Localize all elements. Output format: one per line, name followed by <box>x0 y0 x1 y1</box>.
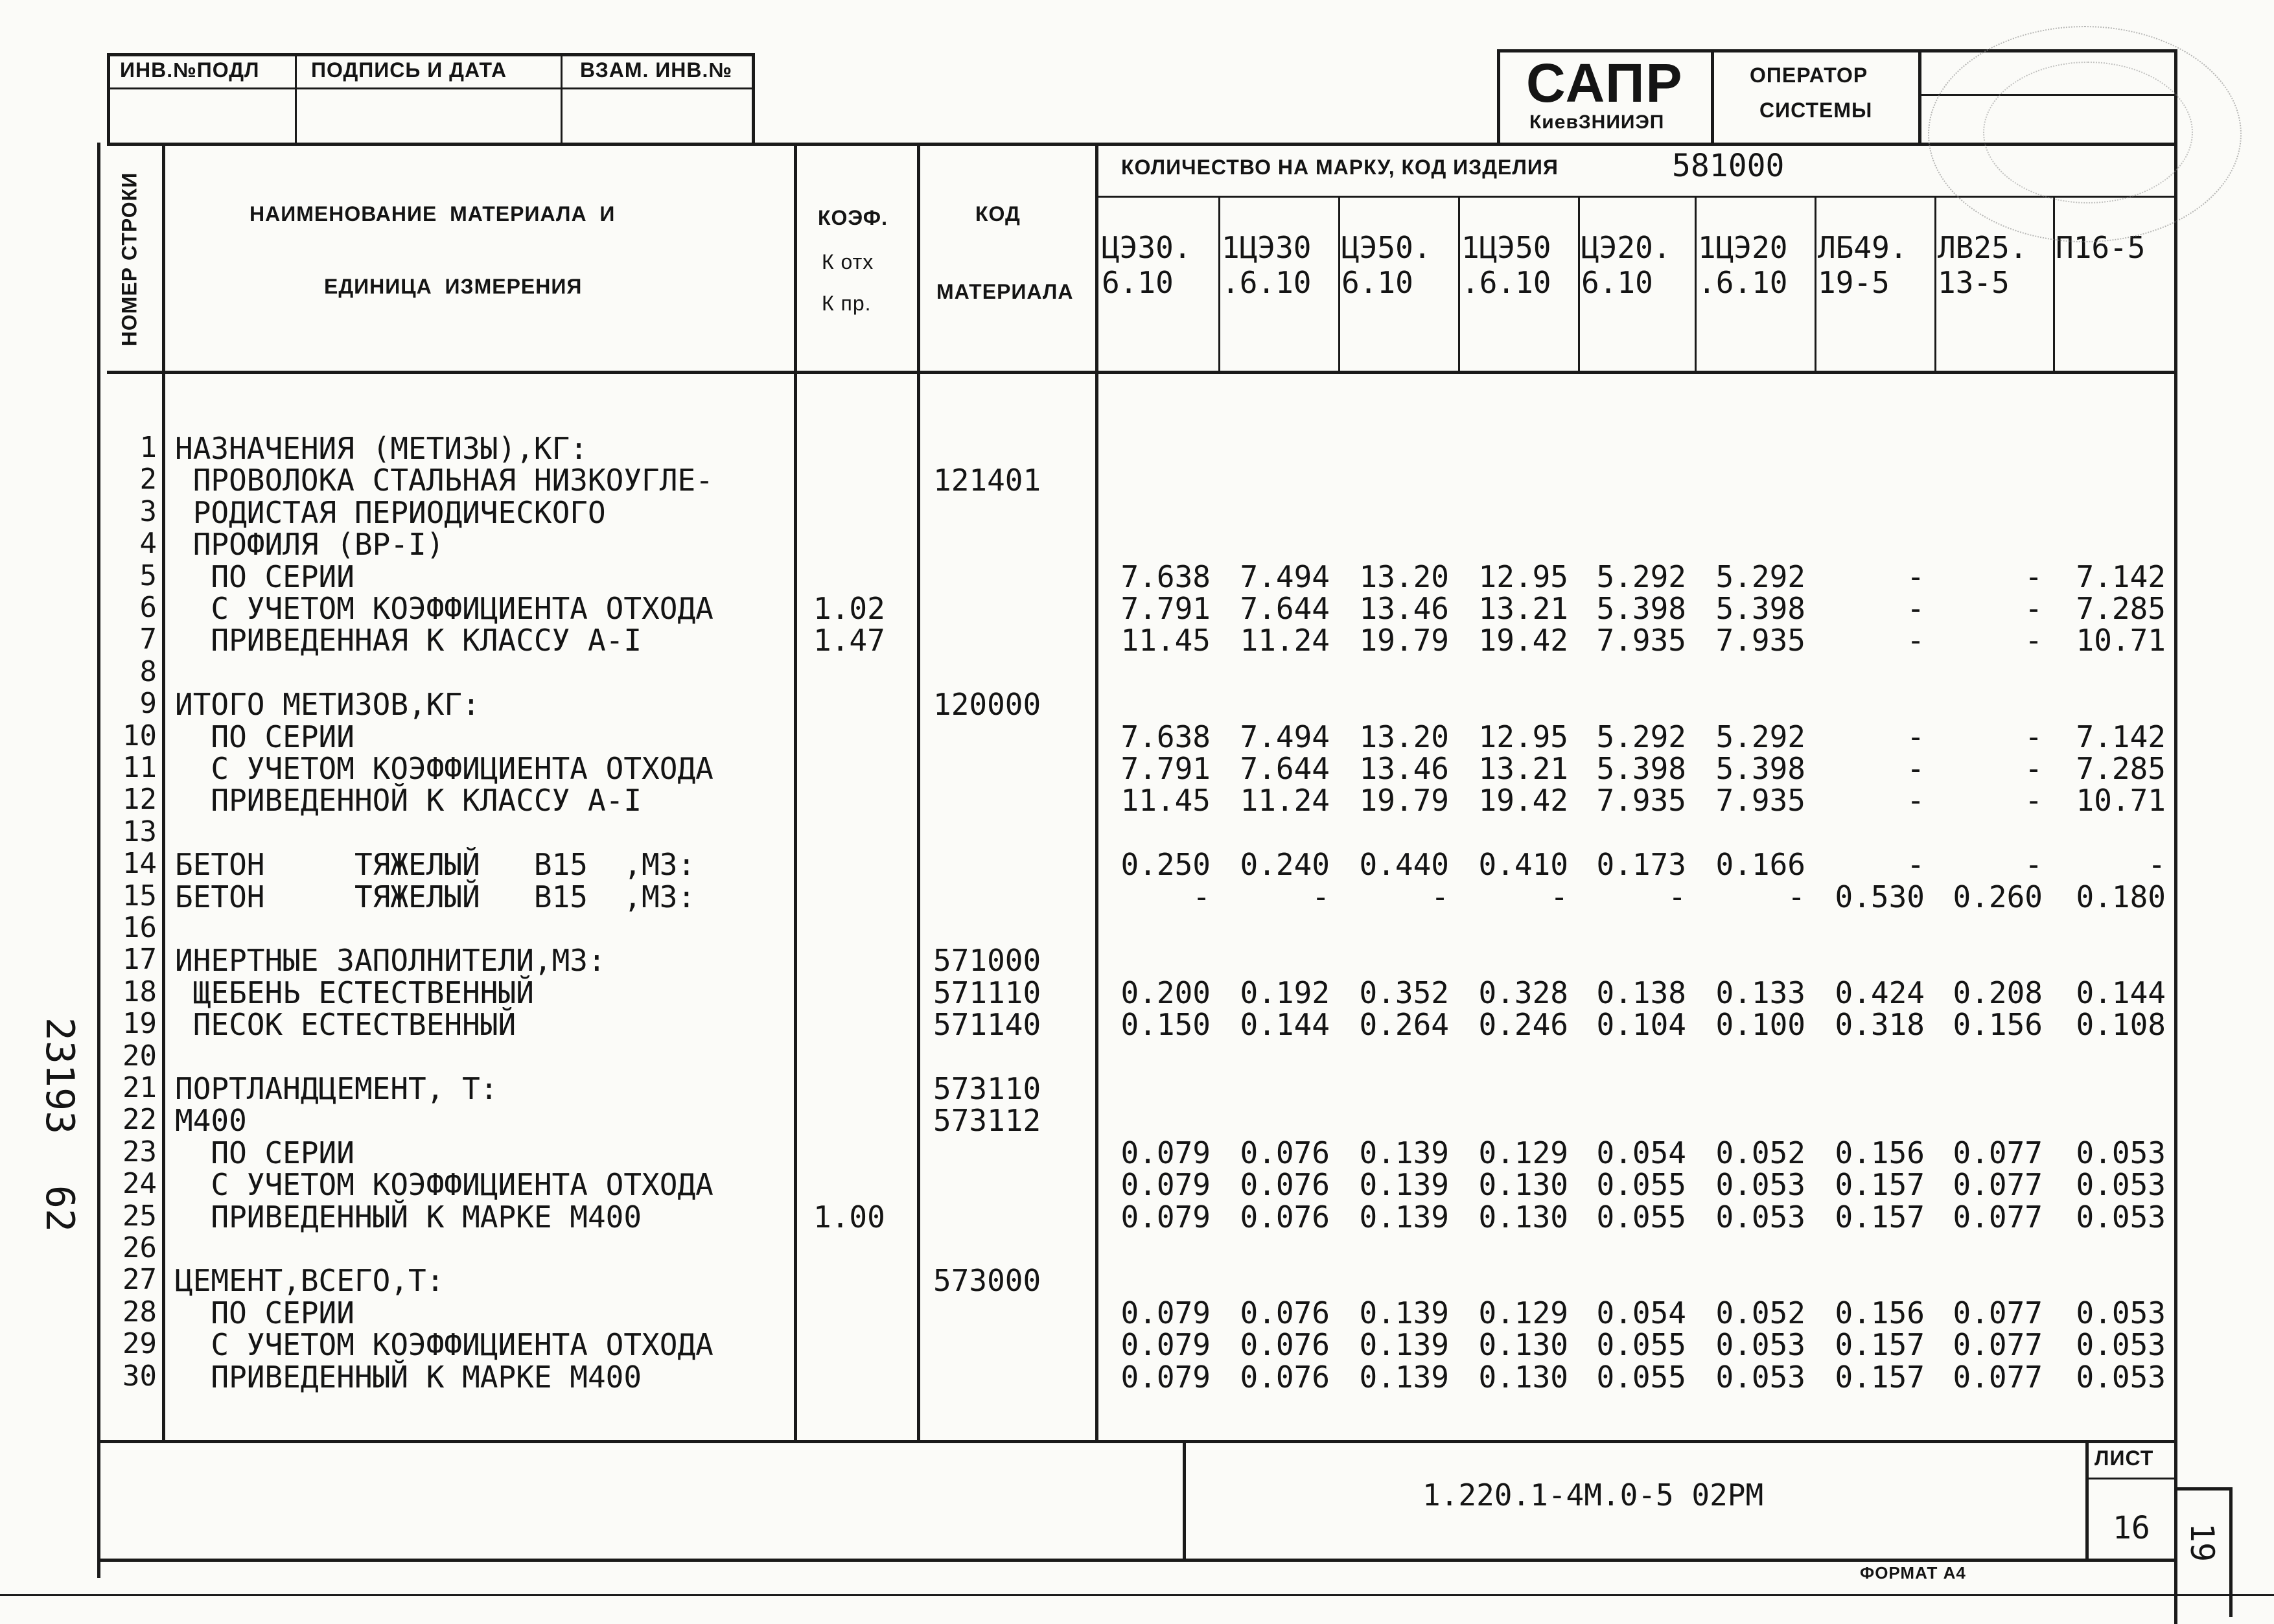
row-quantity-cell: 13.21 <box>1478 751 1568 786</box>
row-quantity-cell: 7.935 <box>1715 623 1805 658</box>
row-quantity-cell: 5.292 <box>1715 719 1805 754</box>
row-number: 15 <box>122 879 157 912</box>
row-material-name: ПО СЕРИИ <box>175 719 354 754</box>
row-quantity-cell: 7.791 <box>1120 751 1211 786</box>
row-quantity-cell: - <box>1907 783 1925 818</box>
row-quantity-cell: 13.46 <box>1359 751 1449 786</box>
row-quantity-cell: 0.077 <box>1953 1135 2043 1170</box>
row-quantity-cell: 0.139 <box>1359 1199 1449 1235</box>
row-quantity-cell: 7.935 <box>1596 623 1686 658</box>
row-material-code: 571000 <box>933 943 1041 979</box>
document-code: 1.220.1-4М.0-5 02РМ <box>1422 1478 1764 1513</box>
row-quantity-cell: 11.24 <box>1240 783 1330 818</box>
row-quantity-cell: 0.240 <box>1240 847 1330 883</box>
coef-header-line2: К отх <box>822 250 874 273</box>
row-quantity-cell: 0.076 <box>1240 1327 1330 1363</box>
row-quantity-cell: 10.71 <box>2076 623 2166 658</box>
product-column-header: ЦЭ20. 6.10 <box>1581 230 1671 300</box>
row-quantity-cell: 0.053 <box>2076 1199 2166 1235</box>
product-code: 581000 <box>1672 148 1785 184</box>
row-number: 21 <box>122 1071 157 1104</box>
row-quantity-cell: 0.079 <box>1120 1327 1211 1363</box>
row-quantity-cell: 7.644 <box>1240 751 1330 786</box>
row-quantity-cell: - <box>2025 783 2043 818</box>
row-quantity-cell: 0.053 <box>2076 1295 2166 1330</box>
sapr-logo: САПР <box>1526 52 1684 113</box>
row-material-name: ПО СЕРИИ <box>175 1295 354 1330</box>
row-quantity-cell: 12.95 <box>1478 719 1568 754</box>
row-coefficient: 1.47 <box>813 623 885 658</box>
row-material-name: ИНЕРТНЫЕ ЗАПОЛНИТЕЛИ,М3: <box>175 943 606 979</box>
row-quantity-cell: 0.208 <box>1953 975 2043 1010</box>
row-quantity-cell: 0.055 <box>1596 1167 1686 1203</box>
row-quantity-cell: 0.052 <box>1715 1135 1805 1170</box>
row-quantity-cell: 0.079 <box>1120 1167 1211 1203</box>
row-quantity-cell: 0.150 <box>1120 1007 1211 1043</box>
row-quantity-cell: - <box>1907 559 1925 594</box>
row-quantity-cell: 0.077 <box>1953 1167 2043 1203</box>
row-number: 1 <box>139 431 157 464</box>
row-quantity-cell: 0.130 <box>1478 1327 1568 1363</box>
row-number: 30 <box>122 1359 157 1393</box>
archive-number: 23193 <box>37 1017 82 1135</box>
row-quantity-cell: 0.200 <box>1120 975 1211 1010</box>
row-quantity-cell: - <box>1907 591 1925 626</box>
row-quantity-cell: 0.133 <box>1715 975 1805 1010</box>
row-number: 19 <box>122 1007 157 1041</box>
row-quantity-cell: - <box>1431 879 1449 914</box>
row-quantity-cell: 0.250 <box>1120 847 1211 883</box>
row-quantity-cell: 0.129 <box>1478 1295 1568 1330</box>
row-quantity-cell: 0.076 <box>1240 1359 1330 1395</box>
row-quantity-cell: 0.173 <box>1596 847 1686 883</box>
row-quantity-cell: 13.21 <box>1478 591 1568 626</box>
row-quantity-cell: - <box>2025 623 2043 658</box>
row-quantity-cell: - <box>2025 591 2043 626</box>
row-quantity-cell: 0.157 <box>1835 1167 1925 1203</box>
row-number: 24 <box>122 1167 157 1201</box>
row-quantity-cell: 0.139 <box>1359 1327 1449 1363</box>
row-quantity-cell: 0.053 <box>2076 1167 2166 1203</box>
row-quantity-cell: - <box>1907 623 1925 658</box>
row-quantity-cell: 0.055 <box>1596 1359 1686 1395</box>
row-material-code: 573110 <box>933 1071 1041 1106</box>
row-quantity-cell: 0.144 <box>2076 975 2166 1010</box>
row-quantity-cell: 13.46 <box>1359 591 1449 626</box>
row-quantity-cell: 7.142 <box>2076 559 2166 594</box>
row-number: 16 <box>122 911 157 944</box>
row-quantity-cell: 0.246 <box>1478 1007 1568 1043</box>
row-quantity-cell: 0.260 <box>1953 879 2043 914</box>
format-label: ФОРМАТ А4 <box>1860 1563 1966 1583</box>
row-quantity-cell: 0.139 <box>1359 1359 1449 1395</box>
row-quantity-cell: - <box>2025 559 2043 594</box>
row-quantity-cell: 7.494 <box>1240 719 1330 754</box>
row-number: 27 <box>122 1263 157 1297</box>
row-material-code: 573112 <box>933 1103 1041 1139</box>
row-quantity-cell: 0.156 <box>1835 1295 1925 1330</box>
row-quantity-cell: 0.055 <box>1596 1327 1686 1363</box>
row-quantity-cell: - <box>1907 719 1925 754</box>
row-number: 20 <box>122 1039 157 1073</box>
row-material-name: С УЧЕТОМ КОЭФФИЦИЕНТА ОТХОДА <box>175 1327 714 1363</box>
row-material-name: ПО СЕРИИ <box>175 1135 354 1170</box>
row-quantity-cell: 0.055 <box>1596 1199 1686 1235</box>
archive-stamp-inner <box>1983 62 2193 203</box>
row-quantity-cell: - <box>2025 751 2043 786</box>
row-material-name: ПРОВОЛОКА СТАЛЬНАЯ НИЗКОУГЛЕ- <box>175 463 714 498</box>
row-quantity-cell: 0.192 <box>1240 975 1330 1010</box>
row-quantity-cell: 7.638 <box>1120 719 1211 754</box>
row-quantity-cell: 13.20 <box>1359 559 1449 594</box>
row-number: 11 <box>122 751 157 784</box>
row-quantity-cell: 0.053 <box>1715 1199 1805 1235</box>
row-quantity-cell: 0.157 <box>1835 1199 1925 1235</box>
row-quantity-cell: 0.077 <box>1953 1199 2043 1235</box>
row-material-name: ПЕСОК ЕСТЕСТВЕННЫЙ <box>175 1007 516 1043</box>
sheet-number: 16 <box>2113 1510 2150 1546</box>
row-quantity-cell: 0.077 <box>1953 1327 2043 1363</box>
row-quantity-cell: 19.79 <box>1359 623 1449 658</box>
row-quantity-cell: 7.494 <box>1240 559 1330 594</box>
row-quantity-cell: 0.077 <box>1953 1295 2043 1330</box>
row-number: 26 <box>122 1231 157 1264</box>
row-number: 2 <box>139 463 157 496</box>
row-quantity-cell: 0.077 <box>1953 1359 2043 1395</box>
row-quantity-cell: 0.144 <box>1240 1007 1330 1043</box>
row-quantity-cell: - <box>2025 719 2043 754</box>
row-quantity-cell: 0.157 <box>1835 1327 1925 1363</box>
row-quantity-cell: - <box>1907 847 1925 883</box>
row-material-name: ПО СЕРИИ <box>175 559 354 594</box>
row-number: 28 <box>122 1295 157 1328</box>
coef-header-line3: К пр. <box>822 292 872 315</box>
row-quantity-cell: 7.638 <box>1120 559 1211 594</box>
row-quantity-cell: 11.45 <box>1120 783 1211 818</box>
row-material-code: 120000 <box>933 687 1041 723</box>
product-column-header: ЛБ49. 19-5 <box>1818 230 1908 300</box>
row-quantity-cell: 0.166 <box>1715 847 1805 883</box>
row-material-name: ПРИВЕДЕННЫЙ К МАРКЕ М400 <box>175 1199 642 1235</box>
row-material-name: РОДИСТАЯ ПЕРИОДИЧЕСКОГО <box>175 494 606 530</box>
row-number: 17 <box>122 943 157 977</box>
row-material-code: 573000 <box>933 1263 1041 1299</box>
row-quantity-cell: 0.079 <box>1120 1135 1211 1170</box>
row-quantity-cell: 11.45 <box>1120 623 1211 658</box>
product-column-header: 1ЦЭ20 .6.10 <box>1698 230 1788 300</box>
row-quantity-cell: 19.42 <box>1478 783 1568 818</box>
row-quantity-cell: 0.053 <box>2076 1135 2166 1170</box>
row-quantity-cell: 13.20 <box>1359 719 1449 754</box>
product-column-header: ЦЭ50. 6.10 <box>1341 230 1432 300</box>
row-quantity-cell: 0.129 <box>1478 1135 1568 1170</box>
row-number: 4 <box>139 527 157 561</box>
row-quantity-cell: 19.79 <box>1359 783 1449 818</box>
row-quantity-cell: 5.292 <box>1715 559 1805 594</box>
row-quantity-cell: 0.104 <box>1596 1007 1686 1043</box>
row-quantity-cell: 10.71 <box>2076 783 2166 818</box>
row-number: 12 <box>122 783 157 817</box>
row-quantity-cell: - <box>2025 847 2043 883</box>
row-material-name: ИТОГО МЕТИЗОВ,КГ: <box>175 687 480 723</box>
row-material-name: ЩЕБЕНЬ ЕСТЕСТВЕННЫЙ <box>175 975 534 1010</box>
product-column-header: ЛВ25. 13-5 <box>1938 230 2028 300</box>
row-material-name: ПРИВЕДЕННЫЙ К МАРКЕ М400 <box>175 1359 642 1395</box>
product-column-header: 1ЦЭ30 .6.10 <box>1222 230 1312 300</box>
row-quantity-cell: 5.292 <box>1596 559 1686 594</box>
row-coefficient: 1.02 <box>813 591 885 626</box>
row-quantity-cell: 0.079 <box>1120 1295 1211 1330</box>
row-number: 13 <box>122 815 157 848</box>
row-quantity-cell: 0.130 <box>1478 1199 1568 1235</box>
row-quantity-cell: - <box>1907 751 1925 786</box>
row-quantity-cell: 19.42 <box>1478 623 1568 658</box>
row-material-name: М400 <box>175 1103 247 1139</box>
product-column-header: 1ЦЭ50 .6.10 <box>1461 230 1551 300</box>
operator-label-2: СИСТЕМЫ <box>1759 99 1873 122</box>
sheet-label: ЛИСТ <box>2094 1446 2154 1470</box>
row-material-code: 571110 <box>933 975 1041 1010</box>
row-quantity-cell: 0.053 <box>1715 1327 1805 1363</box>
row-quantity-cell: 0.264 <box>1359 1007 1449 1043</box>
row-quantity-cell: 0.076 <box>1240 1199 1330 1235</box>
row-quantity-cell: 0.328 <box>1478 975 1568 1010</box>
product-column-header: ЦЭ30. 6.10 <box>1102 230 1192 300</box>
row-quantity-cell: 0.100 <box>1715 1007 1805 1043</box>
row-quantity-cell: 0.410 <box>1478 847 1568 883</box>
approval-inv-label: ИНВ.№ПОДЛ <box>120 58 260 82</box>
row-quantity-cell: 7.935 <box>1596 783 1686 818</box>
name-header-line2: ЕДИНИЦА ИЗМЕРЕНИЯ <box>324 275 583 298</box>
row-material-name: БЕТОН ТЯЖЕЛЫЙ В15 ,М3: <box>175 879 696 914</box>
row-quantity-cell: 7.644 <box>1240 591 1330 626</box>
row-quantity-cell: - <box>1192 879 1211 914</box>
product-column-header: П16-5 <box>2056 230 2146 265</box>
row-quantity-cell: 5.398 <box>1596 751 1686 786</box>
row-quantity-cell: 0.440 <box>1359 847 1449 883</box>
row-number: 10 <box>122 719 157 752</box>
row-quantity-cell: - <box>1312 879 1330 914</box>
row-quantity-cell: 0.079 <box>1120 1359 1211 1395</box>
row-number: 29 <box>122 1327 157 1361</box>
row-material-name: НАЗНАЧЕНИЯ (МЕТИЗЫ),КГ: <box>175 431 588 466</box>
margin-page-number: 19 <box>2183 1522 2221 1562</box>
row-material-code: 121401 <box>933 463 1041 498</box>
row-coefficient: 1.00 <box>813 1199 885 1235</box>
row-number: 8 <box>139 655 157 688</box>
row-number: 25 <box>122 1199 157 1233</box>
approval-replace-label: ВЗАМ. ИНВ.№ <box>580 58 733 82</box>
row-number-header: НОМЕР СТРОКИ <box>117 172 141 347</box>
row-material-name: С УЧЕТОМ КОЭФФИЦИЕНТА ОТХОДА <box>175 1167 714 1203</box>
row-quantity-cell: 0.530 <box>1835 879 1925 914</box>
row-quantity-cell: 7.142 <box>2076 719 2166 754</box>
row-quantity-cell: 0.079 <box>1120 1199 1211 1235</box>
row-number: 6 <box>139 591 157 624</box>
row-material-name: ПРОФИЛЯ (ВР-I) <box>175 527 445 563</box>
row-quantity-cell: - <box>1668 879 1686 914</box>
row-quantity-cell: 0.180 <box>2076 879 2166 914</box>
row-quantity-cell: 5.292 <box>1596 719 1686 754</box>
row-quantity-cell: 0.054 <box>1596 1135 1686 1170</box>
row-quantity-cell: 0.352 <box>1359 975 1449 1010</box>
row-quantity-cell: 0.053 <box>2076 1327 2166 1363</box>
row-number: 18 <box>122 975 157 1008</box>
row-quantity-cell: 5.398 <box>1715 751 1805 786</box>
row-material-name: С УЧЕТОМ КОЭФФИЦИЕНТА ОТХОДА <box>175 751 714 786</box>
row-quantity-cell: 7.285 <box>2076 751 2166 786</box>
row-material-code: 571140 <box>933 1007 1041 1043</box>
row-quantity-cell: 0.318 <box>1835 1007 1925 1043</box>
operator-label-1: ОПЕРАТОР <box>1750 64 1868 87</box>
row-number: 22 <box>122 1103 157 1137</box>
archive-sub-number: 62 <box>37 1185 82 1233</box>
row-quantity-cell: 7.285 <box>2076 591 2166 626</box>
row-quantity-cell: 0.130 <box>1478 1359 1568 1395</box>
row-number: 9 <box>139 687 157 721</box>
row-quantity-cell: 0.156 <box>1953 1007 2043 1043</box>
row-quantity-cell: 0.139 <box>1359 1135 1449 1170</box>
row-quantity-cell: 11.24 <box>1240 623 1330 658</box>
row-quantity-cell: 0.076 <box>1240 1135 1330 1170</box>
row-number: 3 <box>139 494 157 528</box>
row-number: 7 <box>139 623 157 656</box>
row-quantity-cell: 0.424 <box>1835 975 1925 1010</box>
row-quantity-cell: 5.398 <box>1596 591 1686 626</box>
row-material-name: С УЧЕТОМ КОЭФФИЦИЕНТА ОТХОДА <box>175 591 714 626</box>
code-header-line1: КОД <box>975 202 1021 226</box>
row-quantity-cell: 7.791 <box>1120 591 1211 626</box>
row-number: 14 <box>122 847 157 881</box>
row-quantity-cell: 0.076 <box>1240 1295 1330 1330</box>
row-quantity-cell: 12.95 <box>1478 559 1568 594</box>
coef-header-line1: КОЭФ. <box>818 206 888 229</box>
row-quantity-cell: 0.054 <box>1596 1295 1686 1330</box>
row-quantity-cell: 0.108 <box>2076 1007 2166 1043</box>
row-quantity-cell: 0.139 <box>1359 1295 1449 1330</box>
row-quantity-cell: - <box>1787 879 1805 914</box>
row-quantity-cell: 0.130 <box>1478 1167 1568 1203</box>
row-material-name: ЦЕМЕНТ,ВСЕГО,Т: <box>175 1263 445 1299</box>
row-quantity-cell: 5.398 <box>1715 591 1805 626</box>
row-quantity-cell: 7.935 <box>1715 783 1805 818</box>
row-quantity-cell: 0.138 <box>1596 975 1686 1010</box>
row-quantity-cell: 0.139 <box>1359 1167 1449 1203</box>
row-material-name: ПРИВЕДЕННАЯ К КЛАССУ А-I <box>175 623 642 658</box>
row-quantity-cell: 0.157 <box>1835 1359 1925 1395</box>
row-quantity-cell: 0.156 <box>1835 1135 1925 1170</box>
row-quantity-cell: - <box>2148 847 2166 883</box>
quantity-header: КОЛИЧЕСТВО НА МАРКУ, КОД ИЗДЕЛИЯ <box>1121 156 1559 179</box>
row-quantity-cell: 0.053 <box>2076 1359 2166 1395</box>
row-quantity-cell: 0.053 <box>1715 1167 1805 1203</box>
row-material-name: ПРИВЕДЕННОЙ К КЛАССУ А-I <box>175 783 642 818</box>
row-material-name: ПОРТЛАНДЦЕМЕНТ, Т: <box>175 1071 498 1106</box>
code-header-line2: МАТЕРИАЛА <box>936 280 1074 303</box>
row-material-name: БЕТОН ТЯЖЕЛЫЙ В15 ,М3: <box>175 847 696 883</box>
row-quantity-cell: 0.053 <box>1715 1359 1805 1395</box>
name-header-line1: НАИМЕНОВАНИЕ МАТЕРИАЛА И <box>249 202 616 226</box>
row-quantity-cell: 0.076 <box>1240 1167 1330 1203</box>
row-quantity-cell: - <box>1550 879 1568 914</box>
row-number: 5 <box>139 559 157 592</box>
row-quantity-cell: 0.052 <box>1715 1295 1805 1330</box>
approval-signature-label: ПОДПИСЬ И ДАТА <box>311 58 507 82</box>
row-number: 23 <box>122 1135 157 1168</box>
org-name: КиевЗНИИЭП <box>1529 111 1665 133</box>
